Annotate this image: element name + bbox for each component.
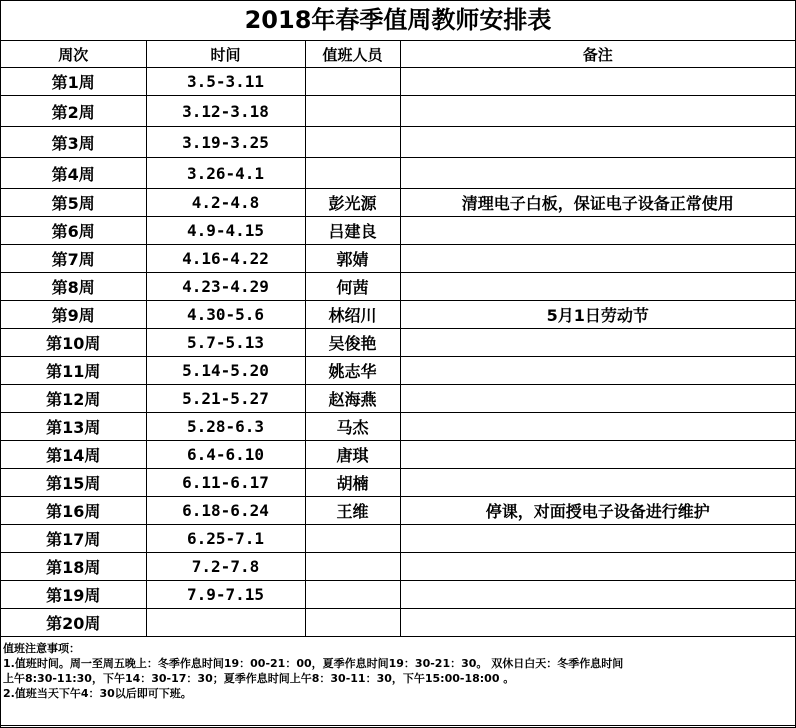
note-cell xyxy=(400,413,795,441)
date-cell: 6.25-7.1 xyxy=(146,525,305,553)
date-cell: 3.19-3.25 xyxy=(146,127,305,158)
table-row xyxy=(1,525,795,553)
notes-row xyxy=(1,637,795,726)
note-cell xyxy=(400,581,795,609)
table-row xyxy=(1,96,795,127)
week-cell: 第10周 xyxy=(1,329,146,357)
note-cell xyxy=(400,127,795,158)
date-cell: 4.30-5.6 xyxy=(146,301,305,329)
date-cell: 3.5-3.11 xyxy=(146,68,305,96)
header-row xyxy=(1,41,795,68)
note-cell xyxy=(400,273,795,301)
notes-heading: 值班注意事项： xyxy=(3,642,80,655)
week-cell: 第19周 xyxy=(1,581,146,609)
notes-line-3: 2.值班当天下午4：30以后即可下班。 xyxy=(3,687,192,700)
table-row xyxy=(1,68,795,96)
week-cell: 第2周 xyxy=(1,96,146,127)
note-cell: 清理电子白板，保证电子设备正常使用 xyxy=(400,189,795,217)
person-cell: 郭婧 xyxy=(305,245,400,273)
header-note: 备注 xyxy=(400,41,795,68)
date-cell: 4.23-4.29 xyxy=(146,273,305,301)
note-cell xyxy=(400,357,795,385)
week-cell: 第14周 xyxy=(1,441,146,469)
person-cell xyxy=(305,553,400,581)
notes-line-2: 上午8:30-11:30，下午14：30-17：30；夏季作息时间上午8：30-11：30，下午15:00-18:00 。 xyxy=(3,672,515,685)
week-cell: 第4周 xyxy=(1,158,146,189)
notes-line-1: 1.值班时间。周一至周五晚上：冬季作息时间19：00-21：00，夏季作息时间19：30-21：30。 双休日白天：冬季作息时间 xyxy=(3,657,624,670)
table-row xyxy=(1,581,795,609)
date-cell: 5.28-6.3 xyxy=(146,413,305,441)
table-row xyxy=(1,385,795,413)
week-cell: 第9周 xyxy=(1,301,146,329)
person-cell: 唐琪 xyxy=(305,441,400,469)
table-row xyxy=(1,245,795,273)
date-cell: 7.2-7.8 xyxy=(146,553,305,581)
person-cell: 吴俊艳 xyxy=(305,329,400,357)
sheet-title: 2018年春季值周教师安排表 xyxy=(1,1,795,41)
person-cell xyxy=(305,96,400,127)
note-cell xyxy=(400,96,795,127)
person-cell: 姚志华 xyxy=(305,357,400,385)
note-cell xyxy=(400,329,795,357)
date-cell: 6.18-6.24 xyxy=(146,497,305,525)
person-cell xyxy=(305,581,400,609)
table-row xyxy=(1,329,795,357)
date-cell: 4.16-4.22 xyxy=(146,245,305,273)
note-cell xyxy=(400,469,795,497)
week-cell: 第7周 xyxy=(1,245,146,273)
note-cell: 停课，对面授电子设备进行维护 xyxy=(400,497,795,525)
date-cell: 4.2-4.8 xyxy=(146,189,305,217)
date-cell: 6.4-6.10 xyxy=(146,441,305,469)
header-person: 值班人员 xyxy=(305,41,400,68)
table-row xyxy=(1,301,795,329)
note-cell xyxy=(400,217,795,245)
week-cell: 第13周 xyxy=(1,413,146,441)
note-cell xyxy=(400,245,795,273)
schedule-table xyxy=(1,41,795,726)
date-cell: 5.14-5.20 xyxy=(146,357,305,385)
table-row xyxy=(1,553,795,581)
week-cell: 第20周 xyxy=(1,609,146,637)
note-cell xyxy=(400,441,795,469)
week-cell: 第6周 xyxy=(1,217,146,245)
table-row xyxy=(1,217,795,245)
date-cell: 4.9-4.15 xyxy=(146,217,305,245)
table-row xyxy=(1,413,795,441)
table-row xyxy=(1,127,795,158)
person-cell xyxy=(305,525,400,553)
person-cell: 赵海燕 xyxy=(305,385,400,413)
week-cell: 第18周 xyxy=(1,553,146,581)
notes-cell xyxy=(1,637,795,726)
week-cell: 第12周 xyxy=(1,385,146,413)
table-row xyxy=(1,609,795,637)
date-cell: 3.26-4.1 xyxy=(146,158,305,189)
table-row xyxy=(1,357,795,385)
date-cell xyxy=(146,609,305,637)
note-cell: 5月1日劳动节 xyxy=(400,301,795,329)
date-cell: 3.12-3.18 xyxy=(146,96,305,127)
table-row xyxy=(1,273,795,301)
week-cell: 第16周 xyxy=(1,497,146,525)
person-cell: 吕建良 xyxy=(305,217,400,245)
note-cell xyxy=(400,385,795,413)
header-week: 周次 xyxy=(1,41,146,68)
note-cell xyxy=(400,609,795,637)
person-cell: 林绍川 xyxy=(305,301,400,329)
week-cell: 第8周 xyxy=(1,273,146,301)
person-cell: 王维 xyxy=(305,497,400,525)
note-cell xyxy=(400,68,795,96)
note-cell xyxy=(400,553,795,581)
week-cell: 第17周 xyxy=(1,525,146,553)
note-cell xyxy=(400,525,795,553)
table-row xyxy=(1,497,795,525)
date-cell: 5.7-5.13 xyxy=(146,329,305,357)
person-cell: 何茜 xyxy=(305,273,400,301)
week-cell: 第5周 xyxy=(1,189,146,217)
person-cell xyxy=(305,609,400,637)
table-row xyxy=(1,158,795,189)
header-date: 时间 xyxy=(146,41,305,68)
date-cell: 7.9-7.15 xyxy=(146,581,305,609)
week-cell: 第3周 xyxy=(1,127,146,158)
person-cell xyxy=(305,68,400,96)
person-cell: 马杰 xyxy=(305,413,400,441)
week-cell: 第15周 xyxy=(1,469,146,497)
date-cell: 5.21-5.27 xyxy=(146,385,305,413)
table-row xyxy=(1,469,795,497)
person-cell xyxy=(305,127,400,158)
person-cell: 胡楠 xyxy=(305,469,400,497)
note-cell xyxy=(400,158,795,189)
week-cell: 第11周 xyxy=(1,357,146,385)
week-cell: 第1周 xyxy=(1,68,146,96)
person-cell: 彭光源 xyxy=(305,189,400,217)
date-cell: 6.11-6.17 xyxy=(146,469,305,497)
table-row xyxy=(1,441,795,469)
table-row xyxy=(1,189,795,217)
person-cell xyxy=(305,158,400,189)
